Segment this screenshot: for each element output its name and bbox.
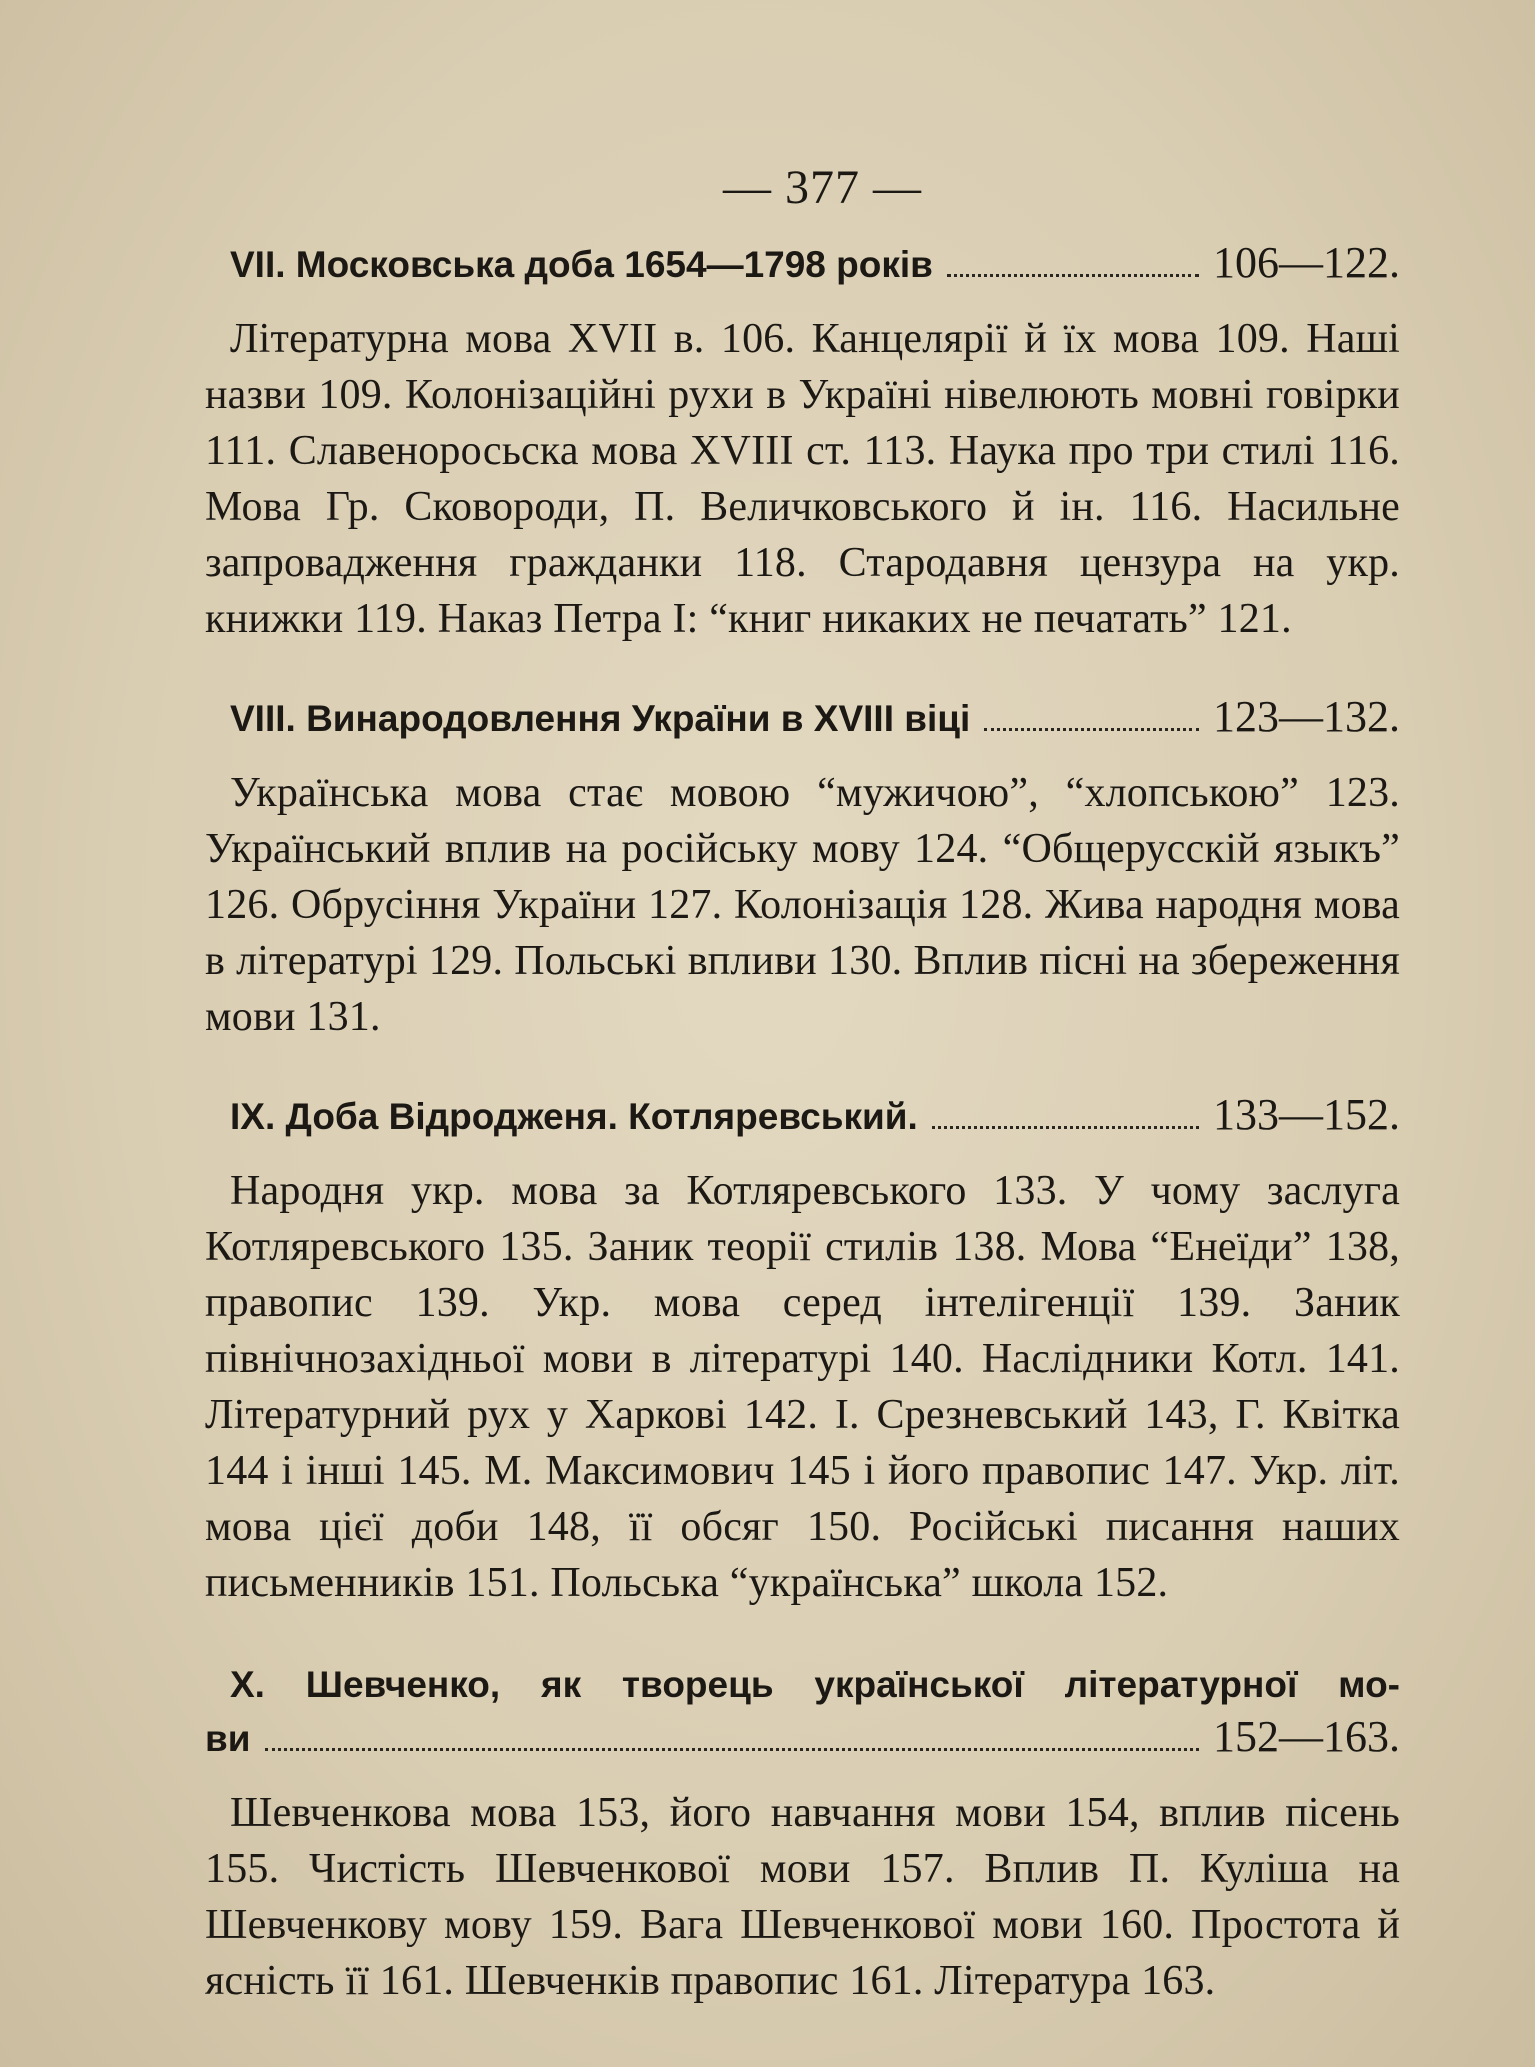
section-heading xyxy=(205,239,1400,289)
toc-section-x xyxy=(205,1657,1400,2009)
section-title: VIII. Винародовлення України в XVIII віці xyxy=(230,698,971,739)
dot-leader xyxy=(984,728,1199,731)
page-range: 106—122. xyxy=(1213,238,1400,287)
section-summary: Шевченкова мова 153, його навчання мови 154, вплив пісень 155. Чистість Шевченкової мови 157. Вплив П. Куліша на Шевченкову мову 159. Вага Шевченкової мови 160. Простота й ясність її 161. Шевченків правопис 161. Література 163. xyxy=(205,1790,1400,2004)
section-heading xyxy=(205,693,1400,743)
section-title: IX. Доба Відродженя. Котляревський. xyxy=(230,1096,918,1137)
toc-section-ix xyxy=(205,1091,1400,1611)
page-range: 123—132. xyxy=(1213,692,1400,741)
section-summary: Народня укр. мова за Котляревського 133. У чому заслуга Котляревського 135. Заник теорії стилів 138. Мова “Енеїди” 138, правопис 139. Укр. мова серед інтелігенції 139. Заник північнозахідньої мови в літературі 140. Наслідники Котл. 141. Літературний рух у Харкові 142. І. Срезневський 143, Г. Квітка 144 і інші 145. М. Максимович 145 і його правопис 147. Укр. літ. мова цієї доби 148, її обсяг 150. Російські писання наших письменників 151. Польська “українська” школа 152. xyxy=(205,1168,1400,1606)
section-heading xyxy=(205,1091,1400,1141)
page-range: 152—163. xyxy=(1213,1712,1400,1761)
section-title: VII. Московська доба 1654—1798 років xyxy=(230,244,933,285)
section-title-continuation: ви xyxy=(205,1718,251,1759)
page-range: 133—152. xyxy=(1213,1090,1400,1139)
section-title-line: X. Шевченко, як творець української літературної мо- xyxy=(230,1664,1400,1705)
toc-section-viii xyxy=(205,693,1400,1045)
dot-leader xyxy=(947,274,1199,277)
page-number: — 377 — xyxy=(723,161,922,214)
section-summary: Літературна мова XVII в. 106. Канцелярії й їх мова 109. Наші назви 109. Колонізаційні рухи в Україні нівелюють мовні говірки 111. Славеноросьска мова XVIII ст. 113. Наука про три стилі 116. Мова Гр. Сковороди, П. Величковського й ін. 116. Насильне запровадження гражданки 118. Стародавня цензура на укр. книжки 119. Наказ Петра І: “книг никаких не печатать” 121. xyxy=(205,316,1400,642)
dot-leader xyxy=(265,1748,1200,1751)
dot-leader xyxy=(932,1126,1199,1129)
section-summary: Українська мова стає мовою “мужичою”, “хлопською” 123. Український вплив на російську мову 124. “Общерусскій языкъ” 126. Обрусіння України 127. Колонізація 128. Жива народня мова в літературі 129. Польські впливи 130. Вплив пісні на збереження мови 131. xyxy=(205,770,1400,1040)
section-heading xyxy=(205,1713,1400,1763)
toc-section-vii xyxy=(205,239,1400,647)
